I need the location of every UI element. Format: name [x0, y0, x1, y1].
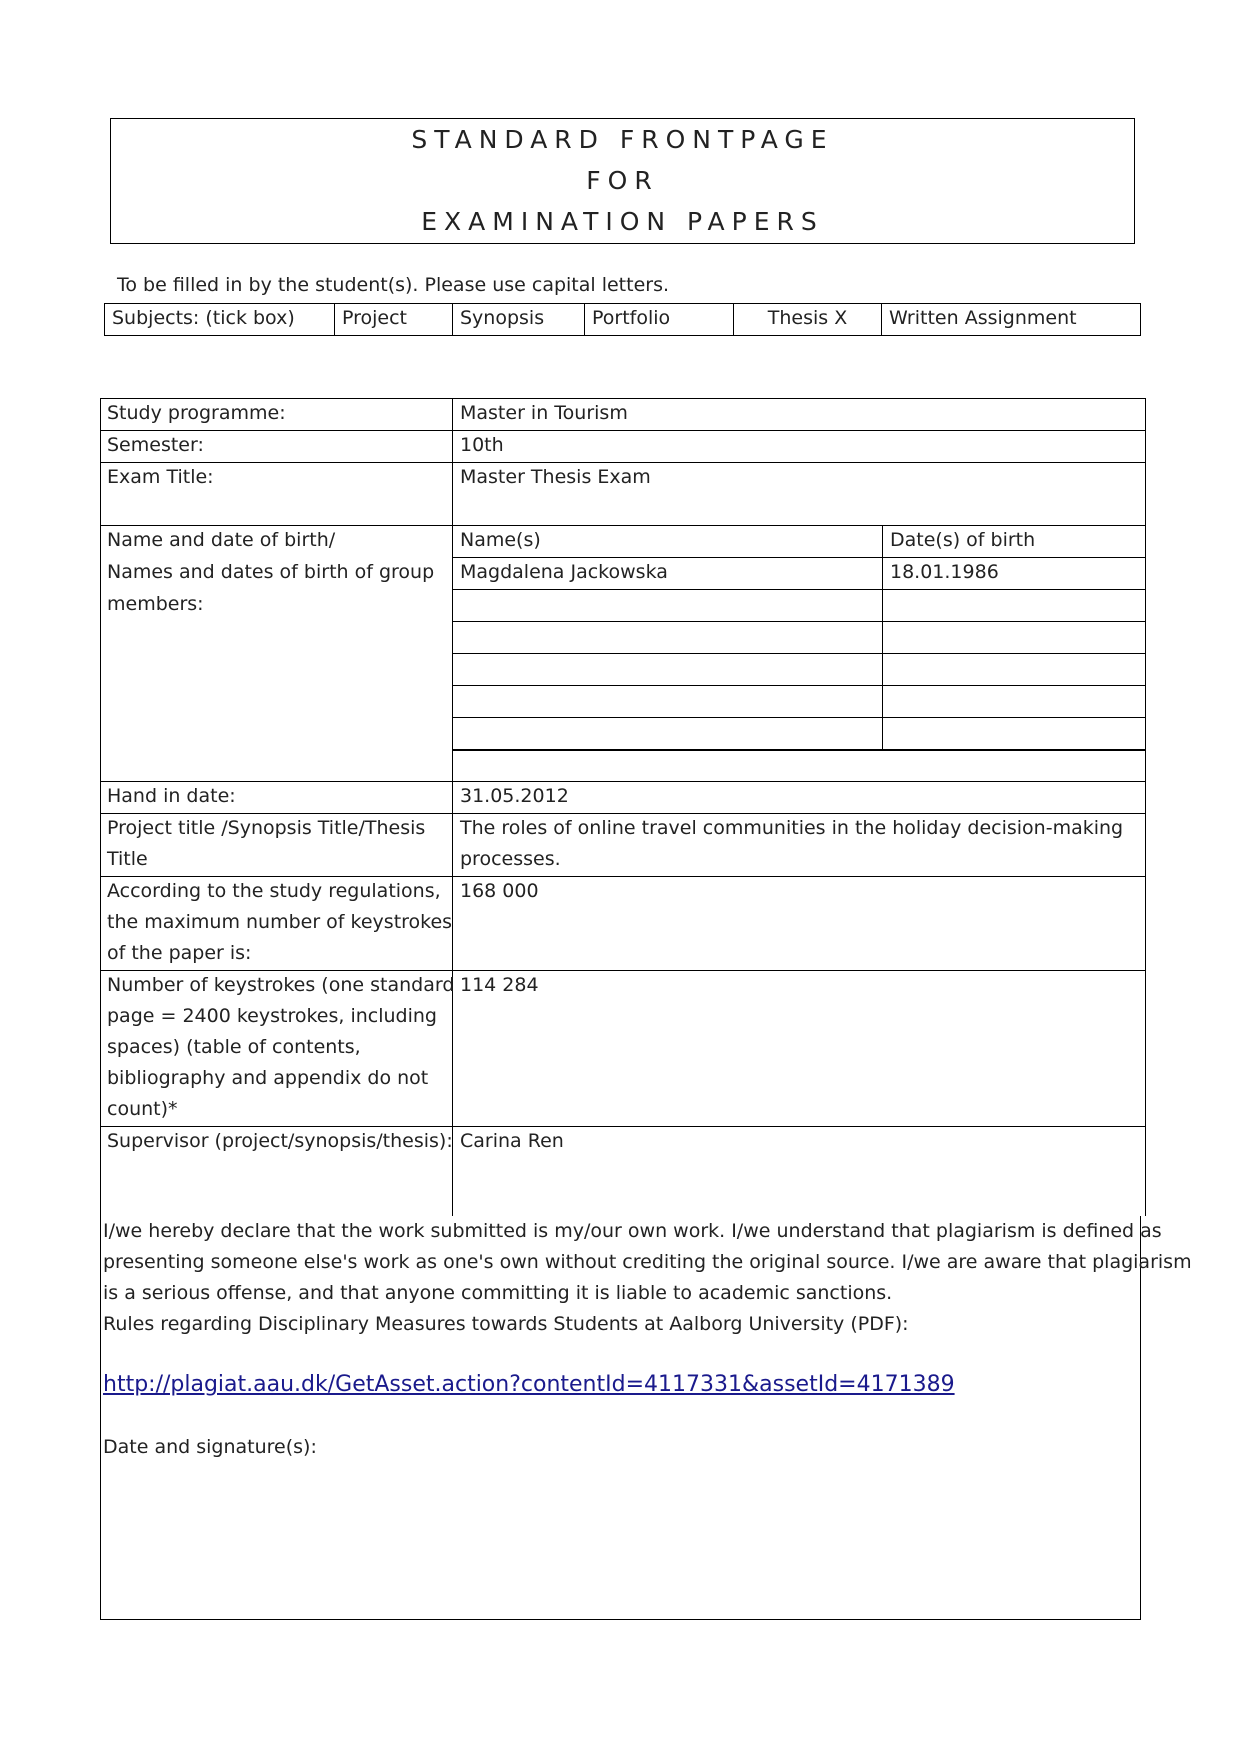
- row-rule: [452, 653, 1146, 654]
- exam-info-table: [100, 398, 1146, 1216]
- project-title-value-line-2[interactable]: processes.: [460, 848, 561, 870]
- semester-value[interactable]: 10th: [460, 434, 504, 456]
- names-label-line-2: Names and dates of birth of group: [107, 561, 435, 583]
- row-rule: [100, 781, 1146, 782]
- row-rule: [452, 749, 1146, 751]
- keystrokes-label-line-3: spaces) (table of contents,: [107, 1036, 361, 1058]
- hand-in-date-label: Hand in date:: [107, 785, 236, 807]
- subject-option-thesis[interactable]: Thesis X: [734, 304, 882, 335]
- member-dob[interactable]: 18.01.1986: [890, 561, 999, 583]
- names-label-line-1: Name and date of birth/: [107, 529, 336, 551]
- plagiarism-rules-link[interactable]: http://plagiat.aau.dk/GetAsset.action?contentId=4117331&assetId=4171389: [103, 1372, 955, 1397]
- subject-option-written-assignment[interactable]: Written Assignment: [889, 307, 1077, 329]
- declaration-line-1: I/we hereby declare that the work submitted is my/our own work. I/we understand that plagiarism is defined as: [103, 1220, 1162, 1242]
- instruction-text: To be filled in by the student(s). Please use capital letters.: [117, 274, 670, 296]
- row-rule: [452, 685, 1146, 686]
- subject-option-project[interactable]: Project: [335, 304, 453, 335]
- semester-label: Semester:: [107, 434, 204, 456]
- study-programme-label: Study programme:: [107, 402, 286, 424]
- declaration-line-3: is a serious offense, and that anyone committing it is liable to academic sanctions.: [103, 1282, 893, 1304]
- max-keystrokes-label-line-2: the maximum number of keystrokes: [107, 911, 453, 933]
- title-line-2: FOR: [586, 166, 659, 195]
- keystrokes-label-line-2: page = 2400 keystrokes, including: [107, 1005, 437, 1027]
- row-rule: [452, 717, 1146, 718]
- max-keystrokes-value[interactable]: 168 000: [460, 880, 539, 902]
- table-border-right: [1145, 398, 1146, 1216]
- hand-in-date-value[interactable]: 31.05.2012: [460, 785, 569, 807]
- subjects-label: Subjects: (tick box): [105, 304, 335, 335]
- title-line-3: EXAMINATION PAPERS: [421, 207, 824, 236]
- declaration-line-2: presenting someone else's work as one's own without crediting the original source. I/we are aware that plagiarism: [103, 1251, 1192, 1273]
- row-rule: [452, 621, 1146, 622]
- title-line-1: STANDARD FRONTPAGE: [411, 125, 834, 154]
- names-col-divider: [882, 525, 883, 750]
- keystrokes-value[interactable]: 114 284: [460, 974, 539, 996]
- study-programme-value[interactable]: Master in Tourism: [460, 402, 628, 424]
- project-title-value-line-1[interactable]: The roles of online travel communities in the holiday decision-making: [460, 817, 1124, 839]
- names-column-header: Name(s): [460, 529, 541, 551]
- member-name[interactable]: Magdalena Jackowska: [460, 561, 668, 583]
- max-keystrokes-label-line-1: According to the study regulations,: [107, 880, 441, 902]
- project-title-label-line-1: Project title /Synopsis Title/Thesis: [107, 817, 426, 839]
- max-keystrokes-label-line-3: of the paper is:: [107, 942, 252, 964]
- row-rule: [100, 430, 1146, 431]
- title-box: [110, 118, 1135, 244]
- declaration-box: [100, 1216, 1192, 1620]
- project-title-label-line-2: Title: [107, 848, 148, 870]
- table-divider-col: [452, 398, 453, 1216]
- supervisor-value[interactable]: Carina Ren: [460, 1130, 564, 1152]
- names-label-line-3: members:: [107, 593, 204, 615]
- keystrokes-label-line-5: count)*: [107, 1098, 178, 1120]
- subject-option-portfolio[interactable]: Portfolio: [585, 304, 734, 335]
- exam-title-label: Exam Title:: [107, 466, 214, 488]
- row-rule: [452, 589, 1146, 590]
- dob-column-header: Date(s) of birth: [890, 529, 1036, 551]
- supervisor-label: Supervisor (project/synopsis/thesis):: [107, 1130, 453, 1152]
- subjects-row: [104, 303, 1141, 336]
- keystrokes-label-line-4: bibliography and appendix do not: [107, 1067, 429, 1089]
- declaration-rules-line: Rules regarding Disciplinary Measures towards Students at Aalborg University (PDF):: [103, 1313, 909, 1335]
- table-border-left: [100, 398, 101, 1216]
- exam-title-value[interactable]: Master Thesis Exam: [460, 466, 651, 488]
- keystrokes-label-line-1: Number of keystrokes (one standard: [107, 974, 455, 996]
- subject-option-synopsis[interactable]: Synopsis: [453, 304, 585, 335]
- signature-label: Date and signature(s):: [103, 1436, 317, 1458]
